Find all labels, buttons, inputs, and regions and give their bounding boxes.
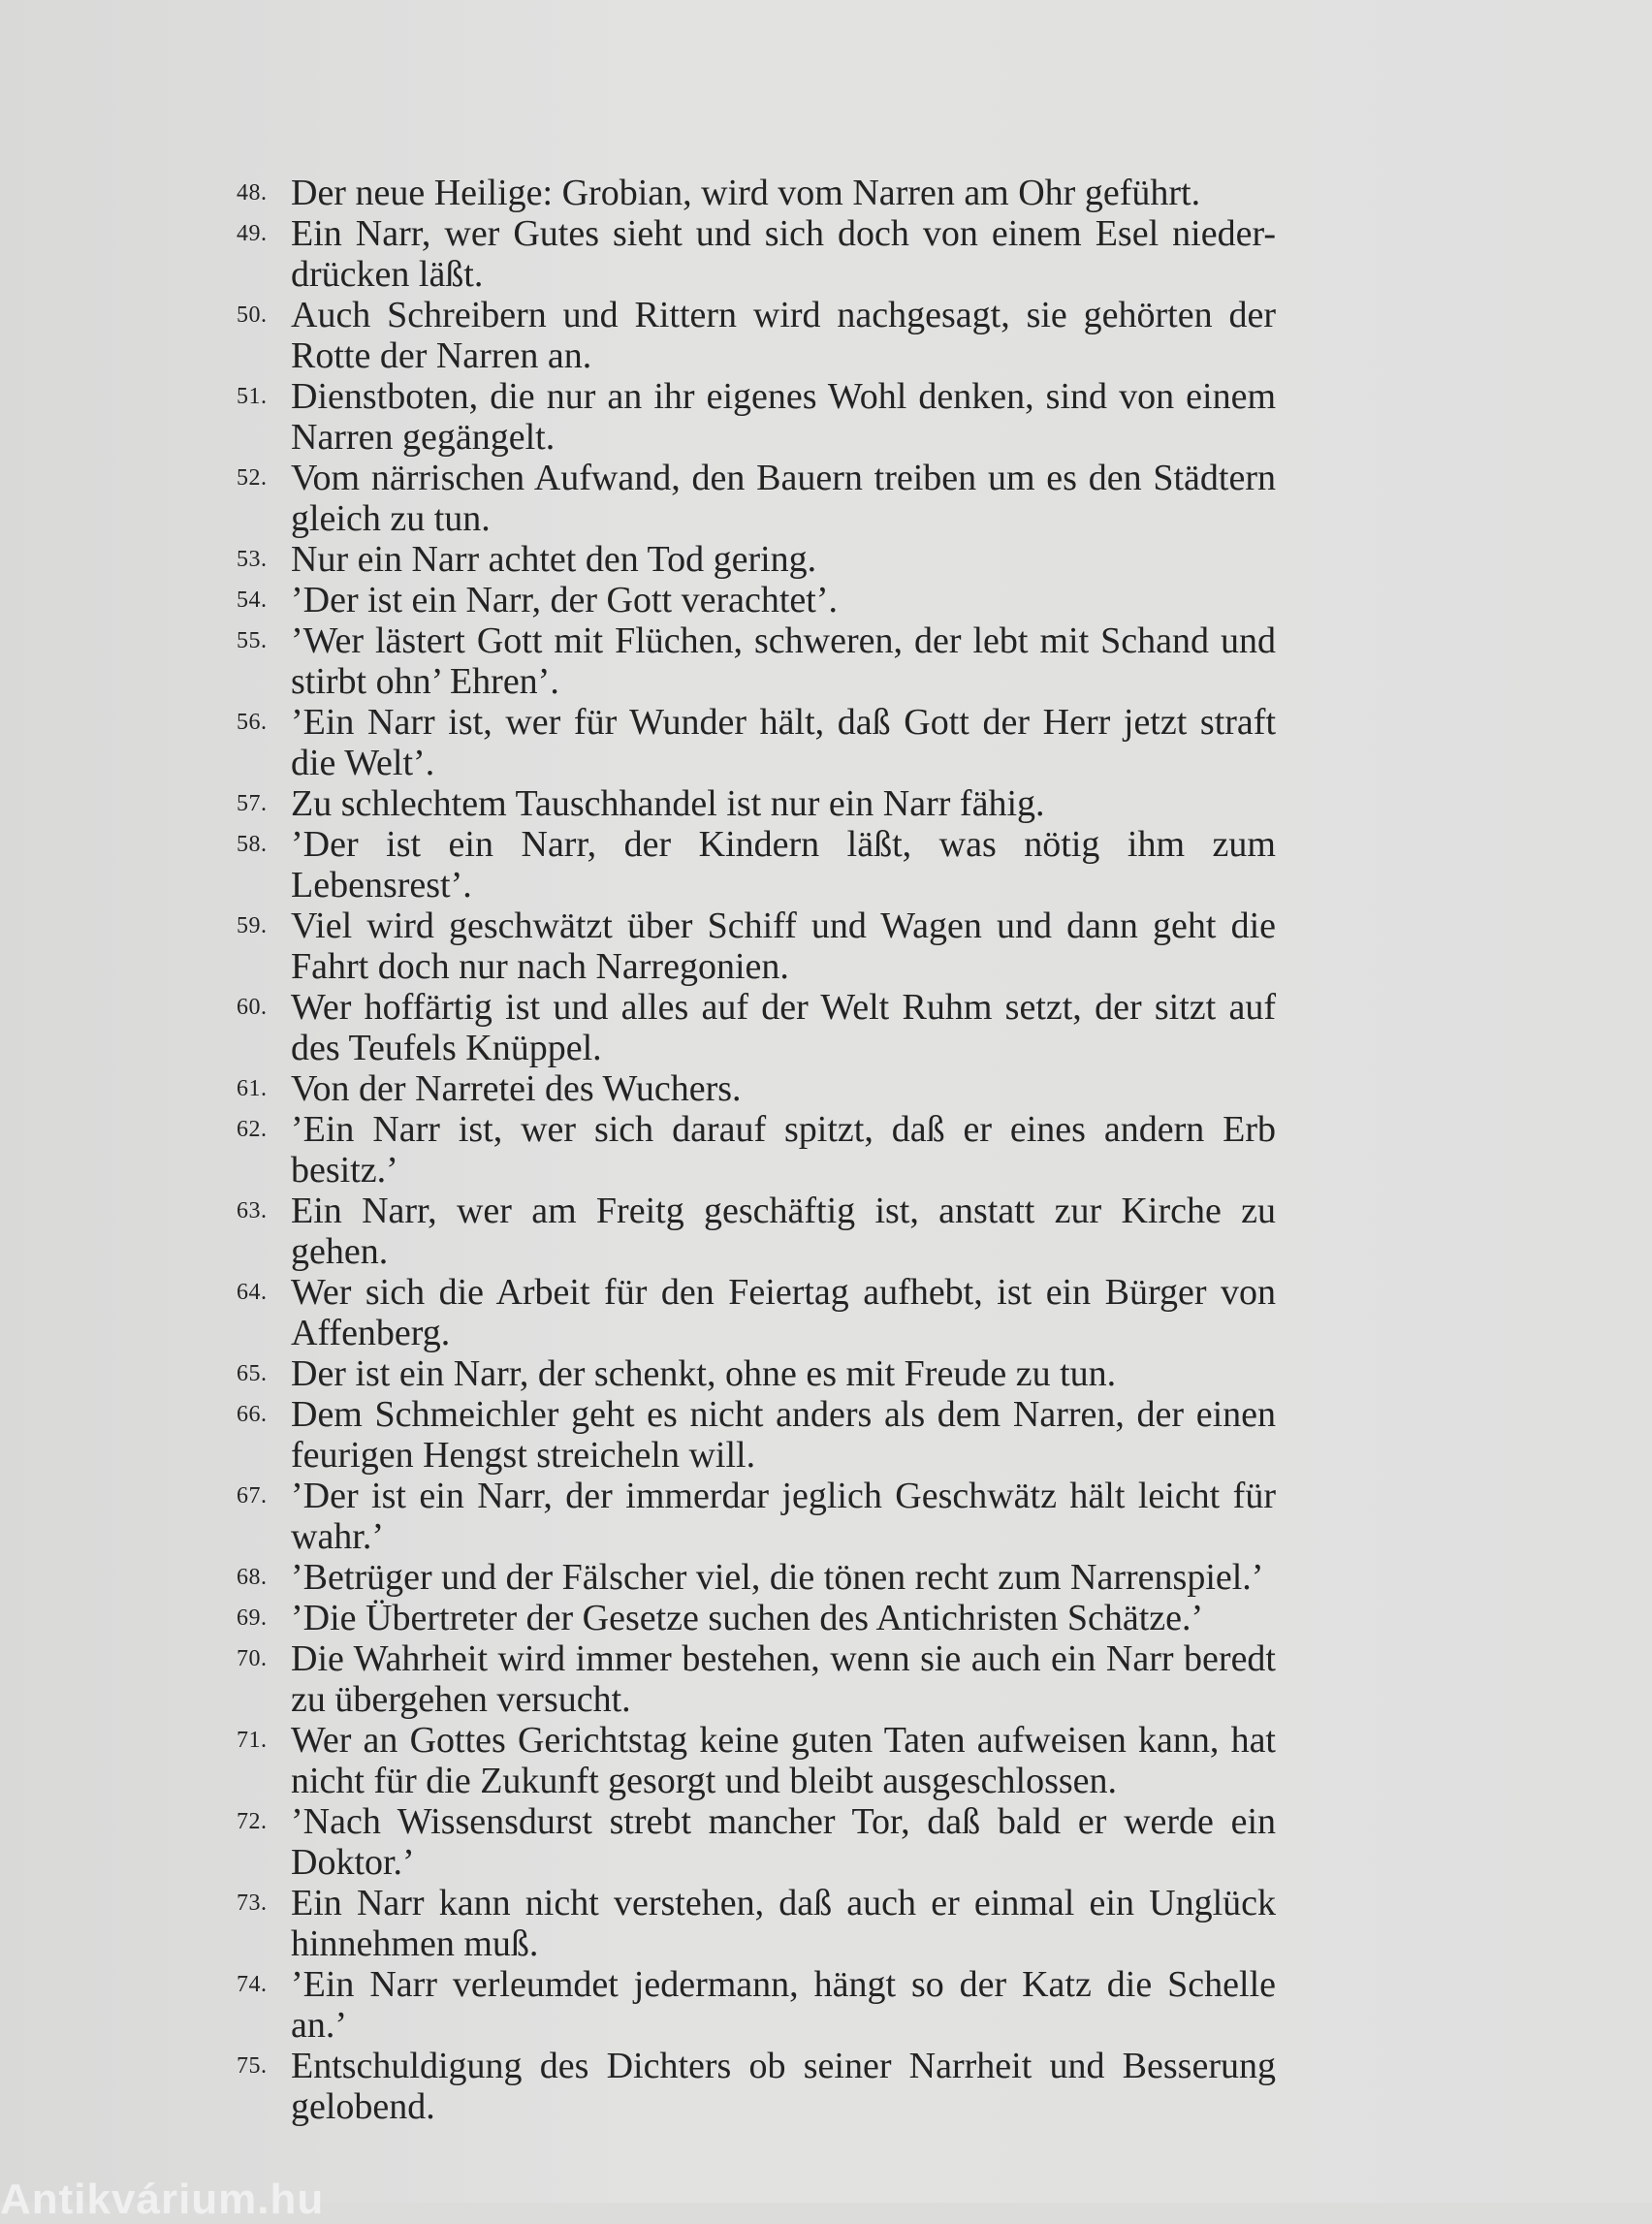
list-item xyxy=(237,1964,1276,2046)
entry-number: 54. xyxy=(237,588,268,613)
entry-text: Wer hoffärtig ist und alles auf der Welt Ruhm setzt, der sitzt auf des Teufels Knüppel. xyxy=(291,987,1276,1068)
entry-number: 68. xyxy=(237,1565,268,1590)
entry-number: 56. xyxy=(237,710,268,735)
entry-text: Auch Schreibern und Rittern wird nachgesagt, sie gehörten der Rotte der Narren an. xyxy=(291,295,1276,376)
list-item xyxy=(237,1476,1276,1557)
entry-text: ’Nach Wissensdurst strebt mancher Tor, daß bald er werde ein Doktor.’ xyxy=(291,1801,1276,1883)
list-item xyxy=(237,1883,1276,1964)
entry-number: 53. xyxy=(237,547,268,572)
list-item xyxy=(237,2046,1276,2127)
entry-number: 52. xyxy=(237,465,268,491)
entry-text: ’Der ist ein Narr, der Kindern läßt, was nötig ihm zum Lebensrest’. xyxy=(291,824,1276,905)
list-item xyxy=(237,173,1276,213)
list-item xyxy=(237,783,1276,824)
list-item xyxy=(237,702,1276,783)
entry-number: 73. xyxy=(237,1890,268,1916)
entry-number: 63. xyxy=(237,1198,268,1223)
watermark: Antikvárium.hu xyxy=(0,2176,325,2223)
list-item xyxy=(237,1598,1276,1638)
list-item xyxy=(237,824,1276,905)
entry-number: 58. xyxy=(237,832,268,857)
entry-text: ’Die Übertreter der Gesetze suchen des Antichristen Schätze.’ xyxy=(291,1598,1204,1638)
list-item xyxy=(237,1191,1276,1272)
list-item xyxy=(237,1272,1276,1353)
list-item xyxy=(237,1557,1276,1598)
entry-number: 57. xyxy=(237,791,268,816)
list-item xyxy=(237,295,1276,376)
entry-text: Von der Narretei des Wuchers. xyxy=(291,1068,742,1109)
list-item xyxy=(237,987,1276,1068)
list-item xyxy=(237,1394,1276,1476)
entry-text: Wer an Gottes Gerichtstag keine guten Taten aufweisen kann, hat nicht für die Zukunft gesorgt und bleibt ausgeschlossen. xyxy=(291,1720,1276,1801)
entry-number: 65. xyxy=(237,1361,268,1386)
list-item xyxy=(237,580,1276,620)
entry-text: Ein Narr, wer am Freitg geschäftig ist, anstatt zur Kirche zu gehen. xyxy=(291,1191,1276,1272)
entry-text: Wer sich die Arbeit für den Feiertag aufhebt, ist ein Bürger von Affenberg. xyxy=(291,1272,1276,1353)
entry-text: ’Der ist ein Narr, der immerdar jeglich Geschwätz hält leicht für wahr.’ xyxy=(291,1476,1276,1557)
entry-number: 64. xyxy=(237,1280,268,1305)
entry-text: ’Ein Narr ist, wer für Wunder hält, daß Gott der Herr jetzt straft die Welt’. xyxy=(291,702,1276,783)
entry-number: 51. xyxy=(237,384,268,409)
entry-number: 69. xyxy=(237,1605,268,1631)
entry-text: ’Der ist ein Narr, der Gott verachtet’. xyxy=(291,580,839,620)
entry-number: 75. xyxy=(237,2053,268,2079)
list-item xyxy=(237,213,1276,295)
list-item xyxy=(237,376,1276,458)
entry-text: Entschuldigung des Dichters ob seiner Narrheit und Besserung gelobend. xyxy=(291,2046,1276,2127)
entry-text: Viel wird geschwätzt über Schiff und Wagen und dann geht die Fahrt doch nur nach Narregonien. xyxy=(291,905,1276,987)
list-item xyxy=(237,1109,1276,1191)
list-item xyxy=(237,458,1276,539)
entry-text: Dienstboten, die nur an ihr eigenes Wohl denken, sind von einem Narren gegängelt. xyxy=(291,376,1276,458)
entry-text: ’Betrüger und der Fälscher viel, die tönen recht zum Narrenspiel.’ xyxy=(291,1557,1264,1598)
list-item xyxy=(237,905,1276,987)
entry-text: Zu schlechtem Tauschhandel ist nur ein Narr fähig. xyxy=(291,783,1045,824)
entry-number: 50. xyxy=(237,302,268,328)
entry-text: ’Wer lästert Gott mit Flüchen, schweren, der lebt mit Schand und stirbt ohn’ Ehren’. xyxy=(291,620,1276,702)
entry-text: Ein Narr, wer Gutes sieht und sich doch von einem Esel nieder-drücken läßt. xyxy=(291,213,1276,295)
list-item xyxy=(237,539,1276,580)
entry-number: 67. xyxy=(237,1483,268,1509)
list-item xyxy=(237,1720,1276,1801)
list-item xyxy=(237,1801,1276,1883)
entry-number: 60. xyxy=(237,995,268,1020)
list-item xyxy=(237,620,1276,702)
entry-text: Dem Schmeichler geht es nicht anders als dem Narren, der einen feurigen Hengst streicheln will. xyxy=(291,1394,1276,1476)
entry-number: 48. xyxy=(237,180,268,206)
entry-text: Vom närrischen Aufwand, den Bauern treiben um es den Städtern gleich zu tun. xyxy=(291,458,1276,539)
entry-number: 55. xyxy=(237,628,268,653)
entry-number: 49. xyxy=(237,221,268,246)
entry-number: 70. xyxy=(237,1646,268,1671)
list-item xyxy=(237,1353,1276,1394)
list-item xyxy=(237,1638,1276,1720)
entry-number: 66. xyxy=(237,1402,268,1427)
entry-text: Ein Narr kann nicht verstehen, daß auch er einmal ein Unglück hinnehmen muß. xyxy=(291,1883,1276,1964)
entry-number: 62. xyxy=(237,1117,268,1142)
entry-text: Der ist ein Narr, der schenkt, ohne es mit Freude zu tun. xyxy=(291,1353,1117,1394)
entry-text: ’Ein Narr verleumdet jedermann, hängt so der Katz die Schelle an.’ xyxy=(291,1964,1276,2046)
numbered-entry-list xyxy=(237,173,1276,2127)
entry-text: Nur ein Narr achtet den Tod gering. xyxy=(291,539,817,580)
entry-number: 71. xyxy=(237,1728,268,1753)
entry-text: Die Wahrheit wird immer bestehen, wenn sie auch ein Narr beredt zu übergehen versucht. xyxy=(291,1638,1276,1720)
list-item xyxy=(237,1068,1276,1109)
entry-number: 72. xyxy=(237,1809,268,1834)
entry-number: 74. xyxy=(237,1972,268,1997)
entry-text: Der neue Heilige: Grobian, wird vom Narren am Ohr geführt. xyxy=(291,173,1201,213)
entry-text: ’Ein Narr ist, wer sich darauf spitzt, daß er eines andern Erb besitz.’ xyxy=(291,1109,1276,1191)
entry-number: 59. xyxy=(237,913,268,938)
entry-number: 61. xyxy=(237,1076,268,1101)
